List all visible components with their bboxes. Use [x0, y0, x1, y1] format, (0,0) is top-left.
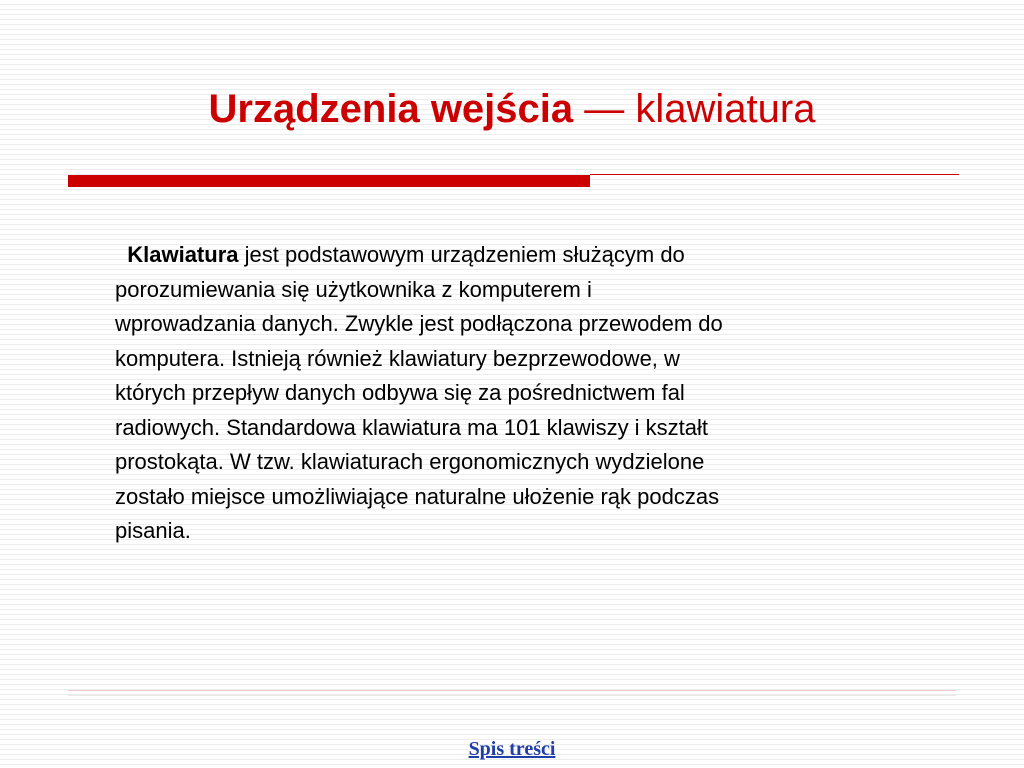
body-paragraph	[115, 238, 915, 549]
title-underline-thick	[68, 175, 590, 187]
title-subtitle: — klawiatura	[573, 87, 816, 131]
title-underline-thin	[590, 174, 959, 175]
title-main: Urządzenia wejścia	[208, 87, 574, 131]
body-description: jest podstawowym urządzeniem służącym do porozumiewania się użytkownika z komputerem i wprowadzania danych. Zwykle jest podłączona przewodem do komputera. Istnieją również klawiatury bezprzewodowe, w których przepływ danych odbywa się za pośrednictwem fal radiowych. Standardowa klawiatura ma 101 klawiszy i kształt prostokąta. W tzw. klawiaturach ergonomicznych wydzielone zostało miejsce umożliwiające naturalne ułożenie rąk podczas pisania.	[115, 242, 723, 543]
slide-title	[0, 84, 1024, 134]
footer-divider	[68, 690, 956, 691]
footer-divider-secondary	[68, 695, 956, 696]
body-term: Klawiatura	[127, 242, 239, 267]
table-of-contents-link[interactable]: Spis treści	[468, 738, 556, 760]
